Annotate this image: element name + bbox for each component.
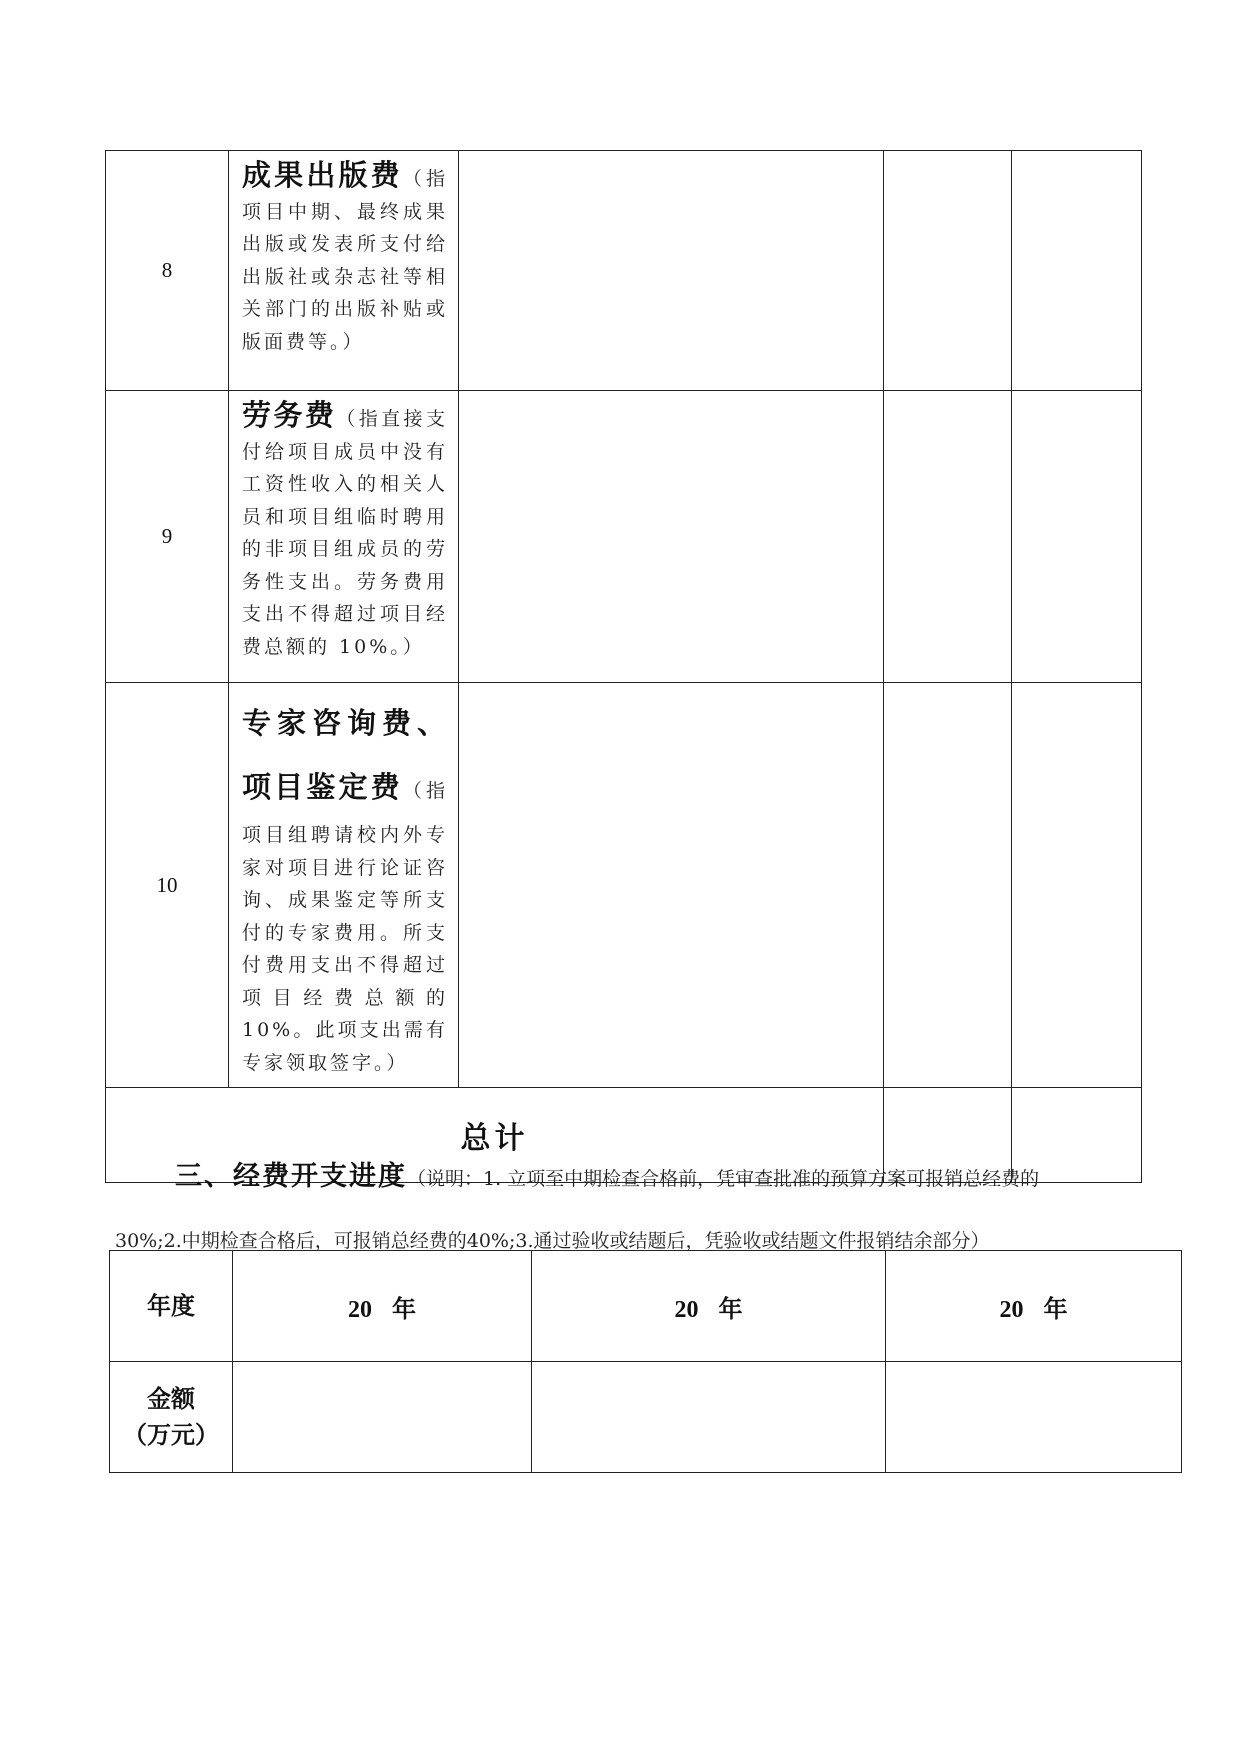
budget-table	[105, 150, 1142, 1183]
table-row	[110, 1362, 1182, 1473]
row-number: 8	[106, 151, 229, 391]
year-prefix: 20	[999, 1296, 1024, 1323]
budget-item-cell	[229, 391, 459, 683]
table-row	[106, 151, 1142, 391]
section-3-first-line	[115, 1148, 1155, 1208]
amount-cell[interactable]	[1012, 151, 1142, 391]
amount-header	[110, 1362, 233, 1473]
progress-table	[109, 1250, 1182, 1473]
year-unit: 年	[718, 1294, 743, 1323]
total-label: 总计	[106, 1088, 884, 1183]
table-row	[106, 391, 1142, 683]
budget-item-title: 专家咨询费、项目鉴定费	[242, 706, 448, 804]
description-cell[interactable]	[459, 151, 884, 391]
table-row	[106, 683, 1142, 1088]
year-cell[interactable]	[532, 1251, 886, 1362]
budget-item-description: （指项目组聘请校内外专家对项目进行论证咨询、成果鉴定等所支付的专家费用。所支付费用支出不得超过项目经费总额的 10%。此项支出需有专家领取签字。）	[242, 780, 448, 1074]
amount-label: 金额	[147, 1385, 195, 1413]
year-cell[interactable]	[233, 1251, 532, 1362]
amount-cell[interactable]	[1012, 391, 1142, 683]
amount-cell[interactable]	[886, 1362, 1182, 1473]
budget-item-title: 劳务费	[242, 398, 337, 432]
budget-item-description: （指项目中期、最终成果出版或发表所支付给出版社或杂志社等相关部门的出版补贴或版面费等。）	[242, 168, 448, 353]
amount-cell[interactable]	[233, 1362, 532, 1473]
budget-item-cell	[229, 151, 459, 391]
year-unit: 年	[392, 1294, 416, 1323]
year-unit: 年	[1043, 1294, 1068, 1323]
section-note-continued: 30%;2.中期检查合格后，可报销总经费的40%;3.通过验收或结题后，凭验收或结题文件报销结余部分）	[115, 1230, 990, 1252]
row-number: 9	[106, 391, 229, 683]
amount-cell[interactable]	[884, 391, 1012, 683]
amount-cell[interactable]	[1012, 683, 1142, 1088]
amount-cell[interactable]	[884, 151, 1012, 391]
year-cell[interactable]	[886, 1251, 1182, 1362]
budget-item-cell	[229, 683, 459, 1088]
year-header: 年度	[110, 1251, 233, 1362]
budget-item-title: 成果出版费	[242, 158, 403, 192]
section-heading: 三、经费开支进度	[175, 1161, 407, 1192]
table-row	[110, 1251, 1182, 1362]
description-cell[interactable]	[459, 683, 884, 1088]
year-prefix: 20	[674, 1296, 699, 1323]
amount-cell[interactable]	[884, 683, 1012, 1088]
row-number: 10	[106, 683, 229, 1088]
description-cell[interactable]	[459, 391, 884, 683]
amount-cell[interactable]	[532, 1362, 886, 1473]
section-note: （说明：1. 立项至中期检查合格前，凭审查批准的预算方案可报销总经费的	[407, 1168, 1040, 1190]
year-prefix: 20	[348, 1296, 372, 1323]
amount-unit: （万元）	[123, 1421, 219, 1449]
budget-item-description: （指直接支付给项目成员中没有工资性收入的相关人员和项目组临时聘用的非项目组成员的劳务性支出。劳务费用支出不得超过项目经费总额的 10%。）	[242, 408, 448, 658]
